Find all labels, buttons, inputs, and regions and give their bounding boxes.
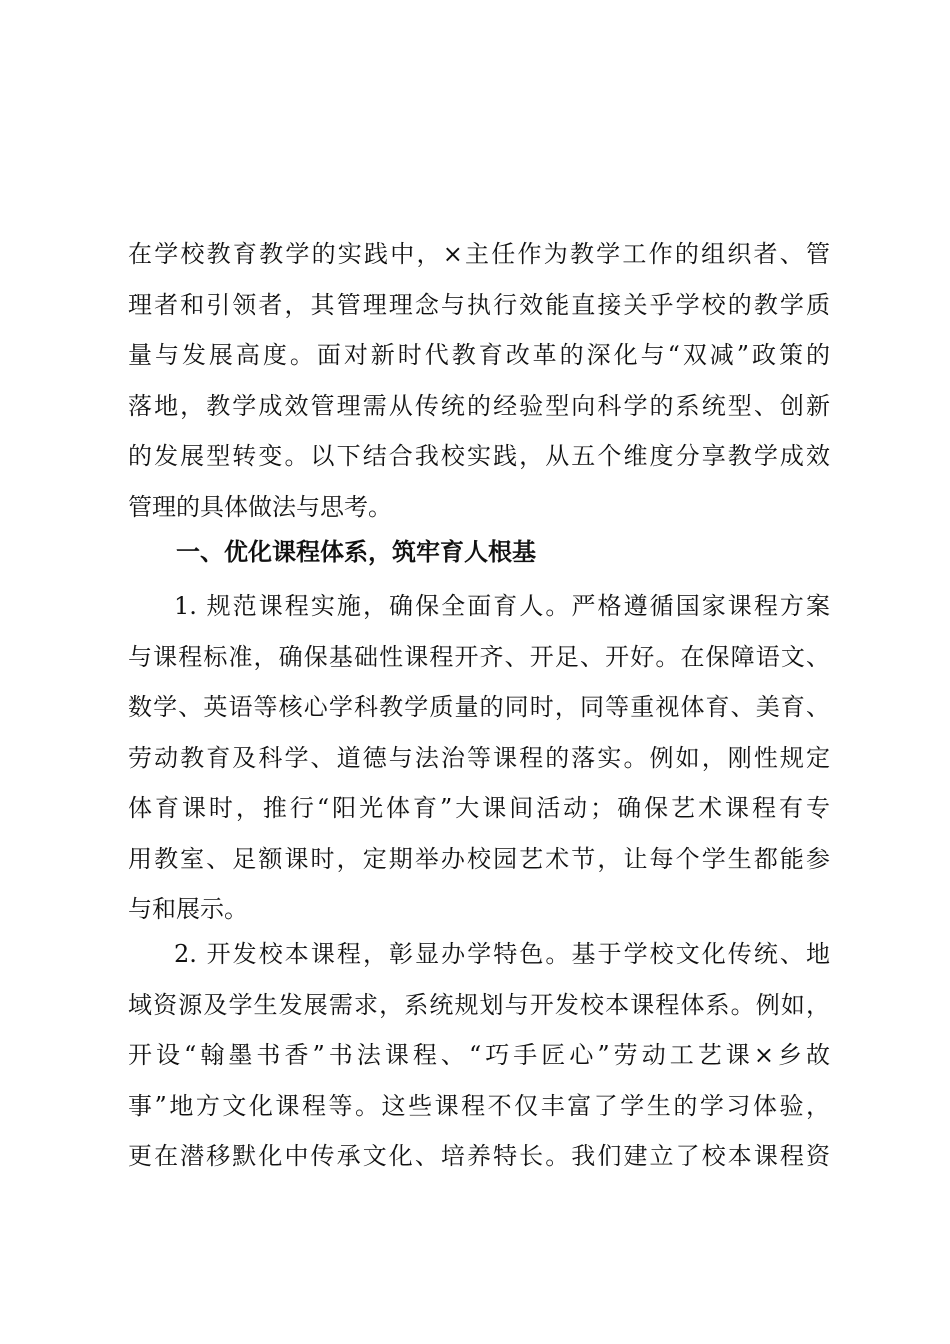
text-line: 与和展示。: [128, 895, 248, 923]
section-heading: 一、优化课程体系，筑牢育人根基: [176, 538, 536, 566]
text-line: 与课程标准，确保基础性课程开齐、开足、开好。在保障语文、: [128, 642, 830, 671]
text-line: 理者和引领者，其管理理念与执行效能直接关乎学校的教学质: [128, 290, 830, 319]
intro-paragraph: [128, 229, 830, 532]
text-line: 开设“翰墨书香”书法课程、“巧手匠心”劳动工艺课×乡故: [128, 1041, 830, 1069]
text-line: 1. 规范课程实施，确保全面育人。严格遵循国家课程方案: [174, 592, 830, 620]
paragraph-1: [128, 581, 830, 935]
text-line: 在学校教育教学的实践中，×主任作为教学工作的组织者、管: [128, 240, 830, 268]
text-line: 域资源及学生发展需求，系统规划与开发校本课程体系。例如，: [128, 990, 830, 1019]
text-line: 管理的具体做法与思考。: [128, 492, 392, 521]
text-line: 量与发展高度。面对新时代教育改革的深化与“双减”政策的: [128, 341, 830, 369]
text-line: 体育课时，推行“阳光体育”大课间活动；确保艺术课程有专: [128, 794, 830, 822]
text-line: 数学、英语等核心学科教学质量的同时，同等重视体育、美育、: [128, 693, 830, 721]
text-line: 劳动教育及科学、道德与法治等课程的落实。例如，刚性规定: [128, 743, 830, 772]
paragraph-2: [128, 929, 830, 1182]
text-line: 2. 开发校本课程，彰显办学特色。基于学校文化传统、地: [174, 940, 830, 968]
text-line: 事”地方文化课程等。这些课程不仅丰富了学生的学习体验，: [128, 1091, 830, 1120]
text-line: 更在潜移默化中传承文化、培养特长。我们建立了校本课程资: [128, 1142, 830, 1170]
text-line: 落地，教学成效管理需从传统的经验型向科学的系统型、创新: [128, 391, 830, 420]
text-line: 用教室、足额课时，定期举办校园艺术节，让每个学生都能参: [128, 844, 830, 873]
text-line: 的发展型转变。以下结合我校实践，从五个维度分享教学成效: [128, 442, 830, 470]
